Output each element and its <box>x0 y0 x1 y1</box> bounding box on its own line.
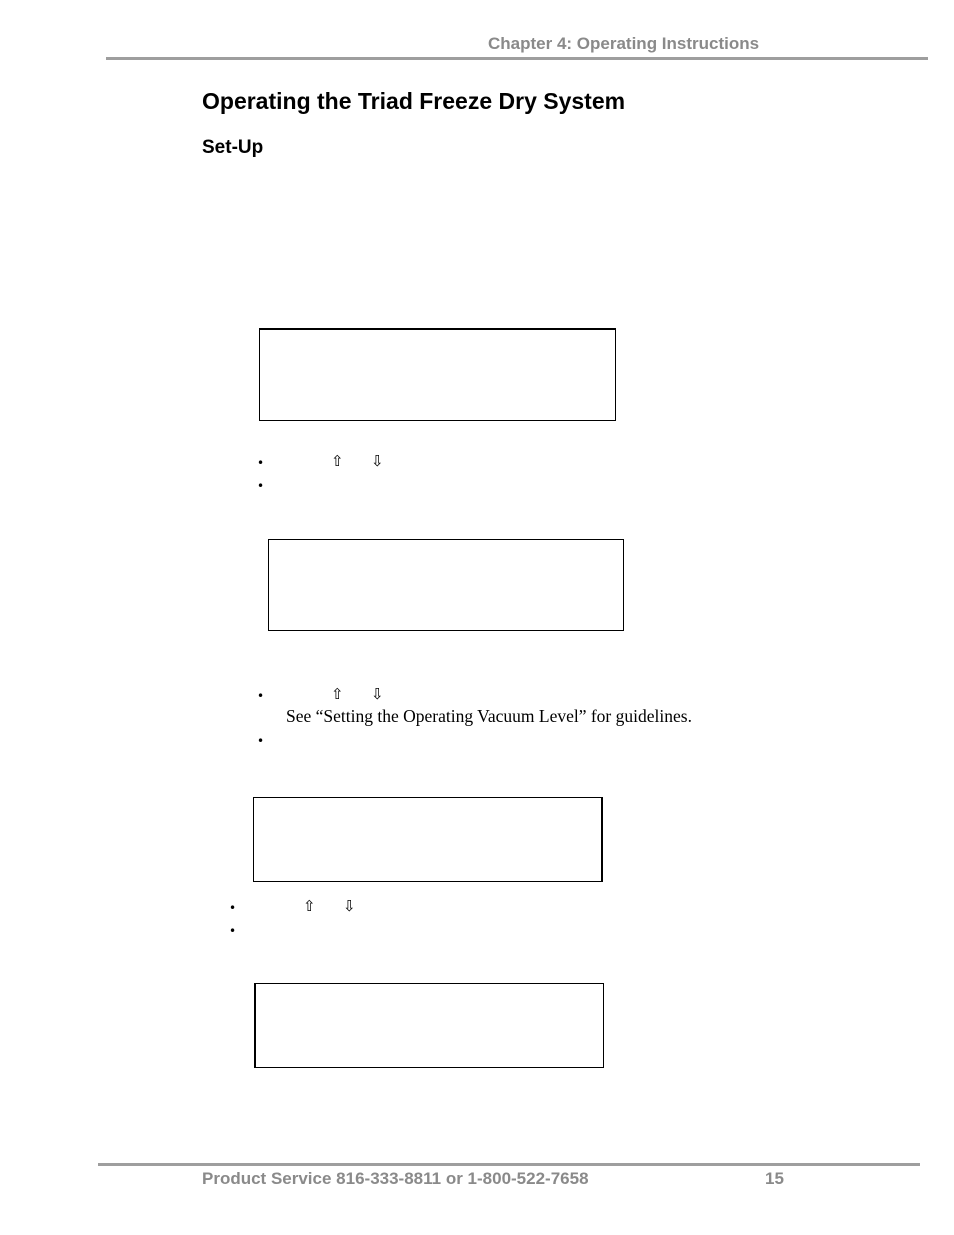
up-arrow-icon: ⇧ <box>303 897 316 915</box>
up-arrow-icon: ⇧ <box>331 452 344 470</box>
section-title: Set-Up <box>202 137 264 158</box>
bullet-icon: • <box>257 689 265 703</box>
down-arrow-icon: ⇩ <box>371 685 384 703</box>
footer-rule <box>98 1163 920 1166</box>
bullet-icon: • <box>257 456 265 470</box>
page-title: Operating the Triad Freeze Dry System <box>202 88 626 114</box>
display-screen-3 <box>253 797 603 882</box>
up-arrow-icon: ⇧ <box>331 685 344 703</box>
down-arrow-icon: ⇩ <box>371 452 384 470</box>
vacuum-guideline-note: See “Setting the Operating Vacuum Level” for guidelines. <box>286 706 692 726</box>
page-number: 15 <box>765 1169 784 1188</box>
chapter-header: Chapter 4: Operating Instructions <box>488 34 760 53</box>
bullet-icon: • <box>257 734 265 748</box>
display-screen-2 <box>268 539 624 631</box>
bullet-icon: • <box>257 479 265 493</box>
bullet-icon: • <box>229 924 237 938</box>
product-service-line: Product Service 816-333-8811 or 1-800-522-7658 <box>202 1169 589 1188</box>
down-arrow-icon: ⇩ <box>343 897 356 915</box>
bullet-icon: • <box>229 901 237 915</box>
header-rule <box>106 57 928 60</box>
display-screen-1 <box>259 328 616 421</box>
display-screen-4 <box>254 983 604 1068</box>
